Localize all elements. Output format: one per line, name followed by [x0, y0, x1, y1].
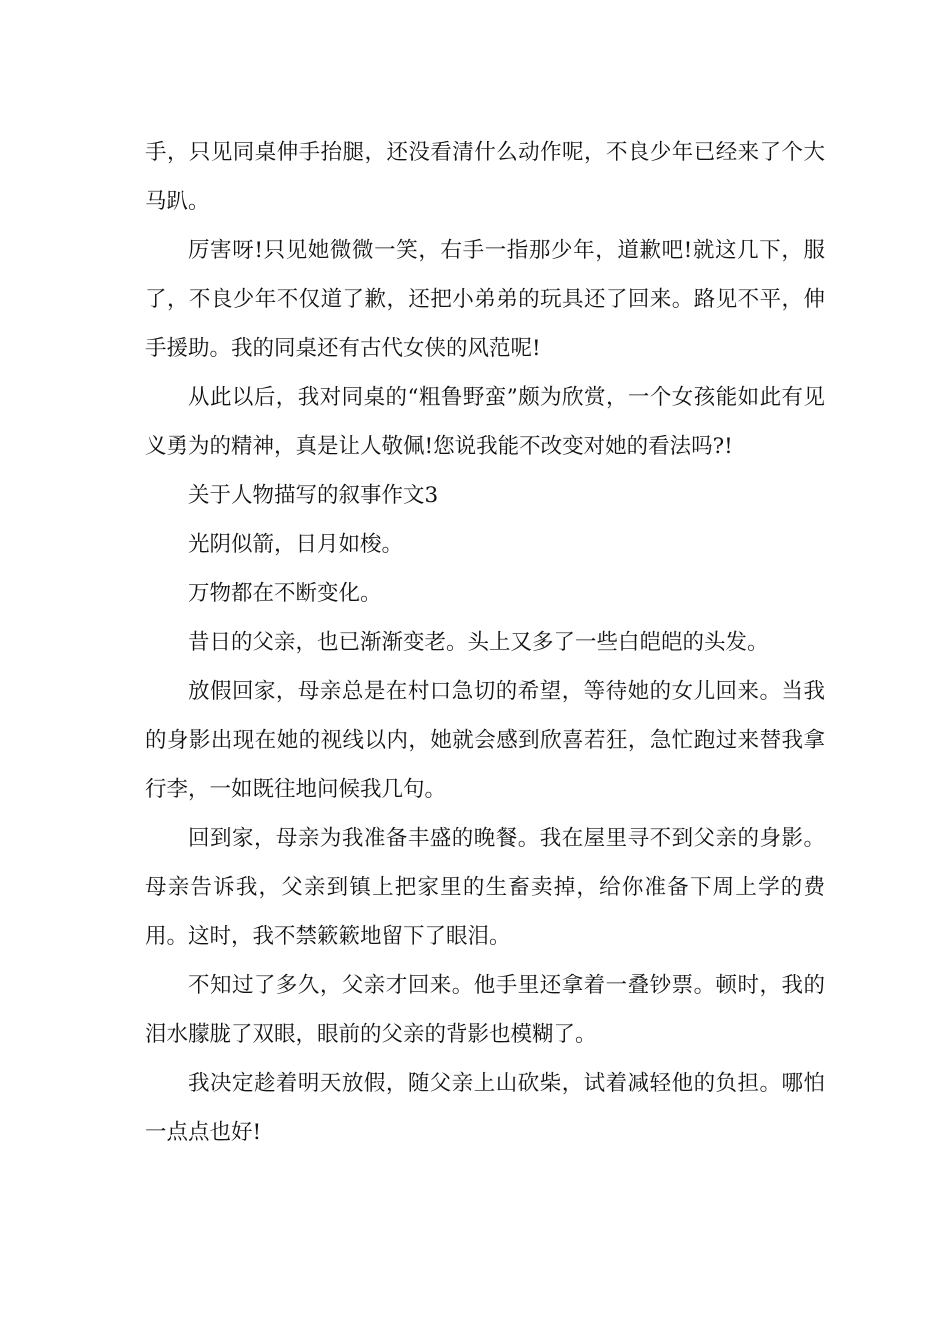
paragraph: 回到家，母亲为我准备丰盛的晚餐。我在屋里寻不到父亲的身影。母亲告诉我，父亲到镇上把家里的生畜卖掉，给你准备下周上学的费用。这时，我不禁簌簌地留下了眼泪。	[145, 826, 825, 949]
paragraph-continued: 手，只见同桌伸手抬腿，还没看清什么动作呢，不良少年已经来了个大马趴。	[145, 140, 825, 214]
paragraph: 放假回家，母亲总是在村口急切的希望，等待她的女儿回来。当我的身影出现在她的视线以内，她就会感到欣喜若狂，急忙跑过来替我拿行李，一如既往地问候我几句。	[145, 679, 825, 802]
paragraph: 从此以后，我对同桌的“粗鲁野蛮”颇为欣赏，一个女孩能如此有见义勇为的精神，真是让人敬佩!您说我能不改变对她的看法吗?!	[145, 385, 825, 459]
paragraph: 昔日的父亲，也已渐渐变老。头上又多了一些白皑皑的头发。	[188, 630, 769, 655]
paragraph: 光阴似箭，日月如梭。	[188, 532, 404, 557]
document-body	[145, 128, 825, 1157]
paragraph: 万物都在不断变化。	[188, 581, 382, 606]
section-heading: 关于人物描写的叙事作文3	[188, 483, 439, 508]
paragraph: 我决定趁着明天放假，随父亲上山砍柴，试着减轻他的负担。哪怕一点点也好!	[145, 1071, 825, 1145]
paragraph: 厉害呀!只见她微微一笑，右手一指那少年，道歉吧!就这几下，服了，不良少年不仅道了歉，还把小弟弟的玩具还了回来。路见不平，伸手援助。我的同桌还有古代女侠的风范呢!	[145, 238, 825, 361]
paragraph: 不知过了多久，父亲才回来。他手里还拿着一叠钞票。顿时，我的泪水朦胧了双眼，眼前的父亲的背影也模糊了。	[145, 973, 825, 1047]
